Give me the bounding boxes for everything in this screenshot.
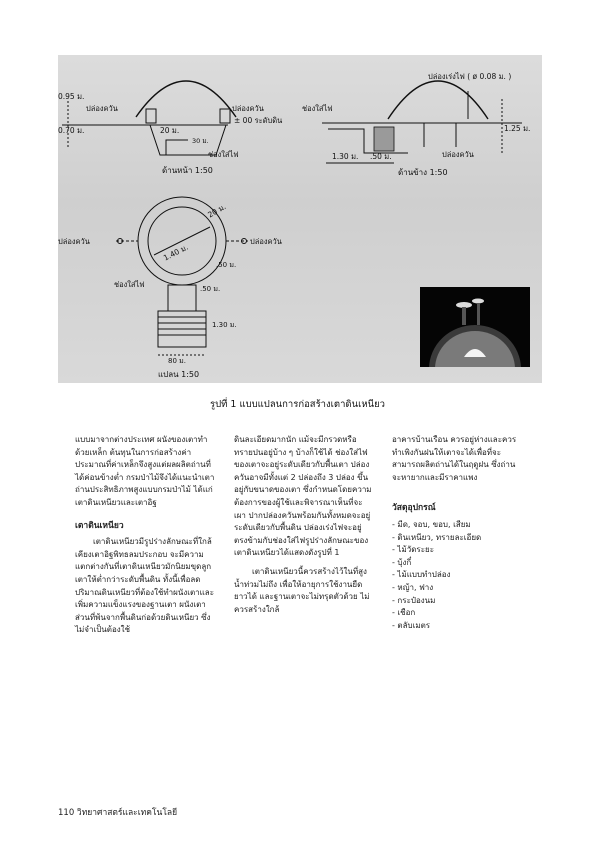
page-footer: 110 วิทยาศาสตร์และเทคโนโลยี [58, 808, 178, 818]
list-item: - หญ้า, ฟาง [392, 582, 434, 592]
plan-dim-length: 1.30 ม. [212, 321, 237, 329]
col3-heading: วัสดุอุปกรณ์ [392, 503, 436, 514]
col1-paragraph-2: เตาดินเหนียวมีรูปร่างลักษณะที่ใกล้เคียงเตาอิฐพิทธลมประกอบ จะมีความแตกต่างกันที่เตาดินเหนียวมักนิยมขุดลูกเตาให้ต่ำกว่าระดับพื้นดิน ทั้งนี้เพื่อลดปริมาณดินเหนียวที่ต้องใช้ทำผนังเตาและเพิ่มความแข็งแรงของฐานเตา ผนังเตาส่วนที่พ้นจากพื้นดินก่อด้วยดินเหนียว ซึ่งไม่จำเป็นต้องใช้ [75, 537, 215, 635]
side-height: 1.25 ม. [504, 124, 531, 133]
plan-dim-small: .50 ม. [216, 261, 237, 269]
kiln-photo [420, 287, 530, 367]
side-fire-opening: ช่องใส่ไฟ [302, 104, 333, 113]
plan-wall: 20 ม. [206, 202, 228, 220]
col2-paragraph-1: ดินละเอียดมากนัก แม้จะมีกรวดหรือทรายปนอยู่บ้าง ๆ บ้างก็ใช้ได้ ช่องใส่ไฟของเตาจะอยู่ระดับเดียวกับพื้นเตา ปล่องควันอาจมีทั้งแต่ 2 ปล่องถึง 3 ปล่อง ขึ้นอยู่กับขนาดของเตา ซึ่งกำหนดโดยความต้องการของผู้ใช้และพิจารณาเห็นที่จะเผา ปากปล่องควันพร้อมกันทั้งหมดจะอยู่ระดับเดียวกับพื้นดิน ปล่องเร่งไฟจะอยู่ตรงข้ามกับช่องใส่ไฟรูปร่างลักษณะของเตาดินเหนียวได้แสดงดังรูปที่ 1 [234, 435, 372, 558]
col2-paragraph-2: เตาดินเหนียวนี้ควรสร้างไว้ในที่สูง น้ำท่วมไม่ถึง เพื่อให้อายุการใช้งานยืดยาวได้ และฐานเตาจะไม่ทรุดตัวด้วย ไม่ควรสร้างใกล้ [234, 566, 370, 614]
side-chimney: ปล่องควัน [442, 150, 474, 159]
front-chimney-left: ปล่องควัน [86, 104, 118, 113]
front-dim-mid: 0.70 ม. [58, 126, 85, 135]
plan-title: แปลน 1:50 [158, 370, 200, 379]
front-ground-level: ± 00 ระดับดิน [234, 116, 283, 125]
front-fire-opening: ช่องใส่ไฟ [208, 150, 239, 159]
plan-dim-neck: .50 ม. [200, 285, 221, 293]
list-item: - มีด, จอบ, ขอบ, เสียม [392, 519, 471, 529]
side-elevation [322, 81, 522, 163]
col1-paragraph-1: แบบมาจากต่างประเทศ ผนังของเตาทำด้วยเหล็ก ต้นทุนในการก่อสร้างค่าประมาณที่ค่าเหล็กจึงสูงแต่ผลผลิตถ่านที่ได้ค่อนข้างต่ำ กรมป่าไม้จึงได้แนะนำเตาถ่านประสิทธิภาพสูงแบบกรมป่าไม้ ได้แก่ เตาดินเหนียวและเตาอิฐ [75, 435, 215, 507]
list-item: - บุ้งกี๋ [392, 557, 412, 567]
column-2 [234, 434, 374, 616]
front-small-dim: 30 ม. [192, 137, 209, 145]
col1-heading: เตาดินเหนียว [75, 520, 124, 531]
list-item: - ดินเหนียว, ทรายละเอียด [392, 532, 482, 542]
col3-paragraph-1: อาคารบ้านเรือน ควรอยู่ห่างและควรทำเพิงกันฝนให้เตาจะได้เพื่อที่จะสามารถผลิตถ่านได้ในฤดูฝน ซึ่งถ่านจะหายากและมีราคาแพง [392, 435, 517, 482]
front-title: ด้านหน้า 1:50 [162, 166, 213, 175]
column-3 [392, 434, 520, 632]
front-width: 20 ม. [160, 126, 180, 135]
plan-view [116, 197, 248, 355]
materials-list [392, 519, 520, 632]
list-item: - ไม้แบบทำปล่อง [392, 570, 451, 580]
plan-diameter: 1.40 ม. [161, 242, 190, 263]
list-item: - กระป๋องนม [392, 595, 436, 605]
list-item: - ตลับเมตร [392, 620, 431, 630]
side-dim-a: 1.30 ม. [332, 152, 359, 161]
plan-dim-width: 80 ม. [168, 357, 186, 365]
list-item: - ไม้วัดระยะ [392, 545, 434, 555]
side-dim-b: .50 ม. [370, 152, 392, 161]
side-title: ด้านข้าง 1:50 [398, 168, 448, 177]
plan-chimney-right: ปล่องควัน [250, 237, 282, 246]
front-elevation [62, 81, 236, 155]
front-chimney-right: ปล่องควัน [232, 104, 264, 113]
front-dim-top: 0.95 ม. [58, 92, 85, 101]
plan-chimney-left: ปล่องควัน [58, 237, 90, 246]
construction-plan-figure [58, 55, 542, 383]
plan-fire-opening: ช่องใส่ไฟ [114, 280, 145, 289]
list-item: - เชือก [392, 608, 416, 618]
side-accel-chimney: ปล่องเร่งไฟ ( ø 0.08 ม. ) [428, 72, 512, 81]
column-1 [75, 434, 217, 637]
figure-caption: รูปที่ 1 แบบแปลนการก่อสร้างเตาดินเหนียว [210, 399, 385, 410]
